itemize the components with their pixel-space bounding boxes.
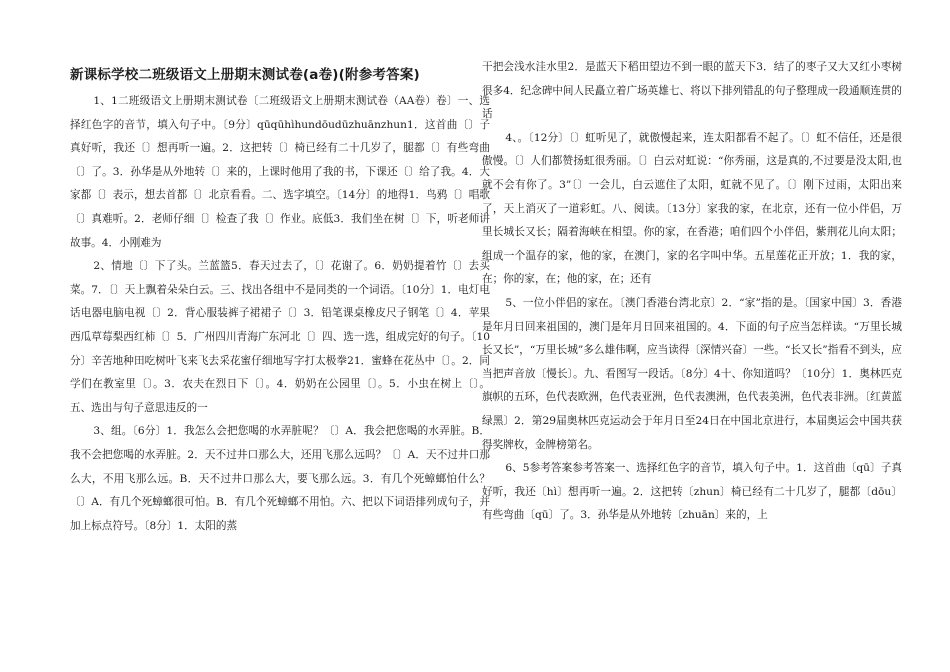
paragraph: 3、组。〔6分〕1．我怎么会把您喝的水弄脏呢？〔〕A．我会把您喝的水弄脏。B．我不会把您喝的水弄脏。2．天不过井口那么大，还用飞那么远吗？〔〕A．天不过井口那么大，不用飞那么远。B．天不过井口那么大，要飞那么远。3．有几个死蟑螂怕什么？〔〕A．有几个死蟑螂很可怕。B．有几个死蟑螂不用怕。六、把以下词语排列成句子，并加上标点符号。〔8分〕1．太阳的蒸: [70, 425, 490, 532]
left-column: [70, 56, 490, 538]
paragraph: 1、1二班级语文上册期末测试卷〔二班级语文上册期末测试卷（AA卷）卷〕一、选择红色字的音节，填入句子中。〔9分〕qūqūhìhundōudūzhuānzhun1．这首曲〔〕子真好听，我还〔〕想再听一遍。2．这把转〔〕椅已经有二十几岁了，腿都〔〕有些弯曲〔〕了。3．孙华是从外地转〔〕来的，上课时他用了我的书，下课还〔〕给了我。4．大家都〔〕表示，想去首都〔〕北京看看。二、选字填空。〔14分〕的地得1．鸟鸦〔〕唱歌〔〕真难听。2．老师仔细〔〕检查了我〔〕作业。底低3．我们坐在树〔〕下，听老师讲故事。4．小刚难为: [70, 95, 490, 249]
paragraph: 6、5参考答案参考答案一、选择红色字的音节，填入句子中。1．这首曲〔qū〕子真好听，我还〔hì〕想再听一遍。2．这把转〔zhun〕椅已经有二十几岁了，腿都〔dōu〕有些弯曲〔qū〕了。3．孙华是从外地转〔zhuān〕来的，上: [482, 462, 902, 522]
paragraph: 5、一位小伴侣的家在。〔澳门香港台湾北京〕2．“家”指的是。〔国家中国〕3．香港是年月日回来祖国的，澳门是年月日回来祖国的。4．下面的句子应当怎样读。“万里长城长又长”，“万里长城”多么雄伟啊，应当读得〔深情兴奋〕一些。“长又长”指看不到头，应当把声音放〔慢长〕。九、看图写一段话。〔8分〕4十、你知道吗？〔10分〕1．奥林匹克旗帜的五环，色代表欧洲，色代表亚洲，色代表澳洲，色代表美洲，色代表非洲。〔红黄蓝绿黑〕2．第29届奥林匹克运动会于年月日至24日在中国北京进行，本届奥运会中国共获得奖牌枚，金牌榜第名。: [482, 296, 902, 451]
right-column: [482, 56, 902, 528]
document-title: 新课标学校二班级语文上册期末测试卷(a卷)(附参考答案): [70, 67, 420, 83]
paragraph: 4、。〔12分〕〔〕虹听见了，就傲慢起来，连太阳都看不起了。〔〕虹不信任，还是很傲慢。〔〕人们都赞扬虹很秀丽。〔〕白云对虹说：“你秀丽，这是真的,不过要是没太阳,也就不会有你了。3”〔〕一会儿，白云遮住了太阳，虹就不见了。〔〕刚下过雨，太阳出来了，天上消灭了一道彩虹。八、阅读。〔13分〕家我的家，在北京，还有一位小伴侣，万里长城长又长；隔着海峡在相望。你的家，在香港；咱们四个小伴侣，紫荆花儿向太阳；组成一个温存的家，他的家，在澳门，家的名字叫中华。五星莲花正开放；1．我的家，在；你的家，在；他的家，在；还有: [482, 131, 902, 286]
paragraph: 干把会浅水洼水里2．是蓝天下稻田望边不到一眼的蓝天下3．结了的枣子又大又红小枣树很多4．纪念碑中间人民矗立着广场英雄七、将以下排列错乱的句子整理成一段通顺连贯的话: [482, 61, 902, 121]
paragraph: 2、情地〔〕下了头。兰蓝篮5．春天过去了，〔〕花谢了。6．奶奶提着竹〔〕去买菜。7．〔〕天上飘着朵朵白云。三、找出各组中不是同类的一个词语。〔10分〕1．电灯电话电器电脑电视〔〕2．背心服装裤子裙裙子〔〕3．铅笔课桌橡皮尺子钢笔〔〕4．苹果西瓜草莓梨西红柿〔〕5．广州四川青海广东河北〔〕四、选一选，组成完好的句子。〔10分〕辛苦地种田吃树叶飞来飞去采花蜜仔细地写字打太极拳21．蜜蜂在花丛中〔〕。2．同学们在教室里〔〕。3．农夫在烈日下〔〕。4．奶奶在公园里〔〕。5．小虫在树上〔〕。五、选出与句子意思违反的一: [70, 260, 490, 414]
